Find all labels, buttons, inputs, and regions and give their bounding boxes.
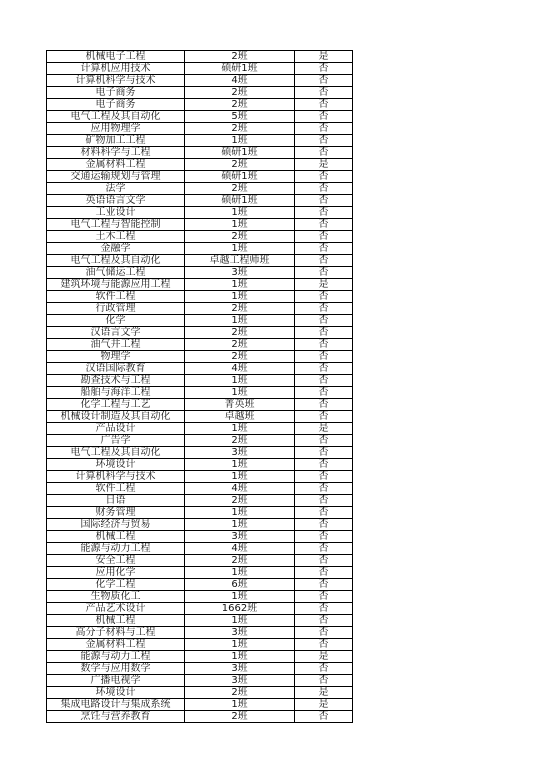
class-cell: 1班 [185, 639, 295, 651]
major-cell: 安全工程 [47, 555, 185, 567]
flag-cell: 否 [295, 183, 353, 195]
table-row [47, 171, 353, 183]
flag-cell: 否 [295, 231, 353, 243]
major-cell: 工业设计 [47, 207, 185, 219]
major-cell: 集成电路设计与集成系统 [47, 699, 185, 711]
class-cell: 1班 [185, 315, 295, 327]
flag-cell: 否 [295, 507, 353, 519]
table-row [47, 447, 353, 459]
class-cell: 3班 [185, 663, 295, 675]
flag-cell: 否 [295, 591, 353, 603]
major-cell: 能源与动力工程 [47, 543, 185, 555]
flag-cell: 是 [295, 279, 353, 291]
major-cell: 金属材料工程 [47, 159, 185, 171]
class-cell: 4班 [185, 75, 295, 87]
flag-cell: 否 [295, 255, 353, 267]
flag-cell: 否 [295, 111, 353, 123]
major-cell: 机械工程 [47, 531, 185, 543]
class-cell: 1662班 [185, 603, 295, 615]
table-body [47, 51, 353, 723]
class-cell: 2班 [185, 183, 295, 195]
major-cell: 电气工程及其自动化 [47, 255, 185, 267]
major-cell: 油气井工程 [47, 339, 185, 351]
table-row [47, 531, 353, 543]
class-cell: 1班 [185, 591, 295, 603]
class-cell: 4班 [185, 363, 295, 375]
major-cell: 机械电子工程 [47, 51, 185, 63]
major-cell: 机械设计制造及其自动化 [47, 411, 185, 423]
table-row [47, 603, 353, 615]
flag-cell: 是 [295, 423, 353, 435]
flag-cell: 否 [295, 471, 353, 483]
class-cell: 2班 [185, 327, 295, 339]
flag-cell: 否 [295, 99, 353, 111]
flag-cell: 否 [295, 351, 353, 363]
class-cell: 1班 [185, 207, 295, 219]
class-cell: 1班 [185, 471, 295, 483]
flag-cell: 否 [295, 267, 353, 279]
flag-cell: 否 [295, 459, 353, 471]
table-row [47, 495, 353, 507]
class-cell: 2班 [185, 123, 295, 135]
table-row [47, 579, 353, 591]
class-cell: 2班 [185, 231, 295, 243]
major-cell: 计算机科学与技术 [47, 75, 185, 87]
major-cell: 船舶与海洋工程 [47, 387, 185, 399]
class-cell: 1班 [185, 243, 295, 255]
table-row [47, 555, 353, 567]
table-row [47, 363, 353, 375]
major-cell: 电子商务 [47, 99, 185, 111]
flag-cell: 否 [295, 171, 353, 183]
flag-cell: 否 [295, 207, 353, 219]
table-row [47, 591, 353, 603]
major-cell: 交通运输规划与管理 [47, 171, 185, 183]
major-cell: 产品设计 [47, 423, 185, 435]
major-cell: 化学工程与工艺 [47, 399, 185, 411]
major-cell: 电气工程及其自动化 [47, 111, 185, 123]
major-cell: 金融学 [47, 243, 185, 255]
flag-cell: 否 [295, 135, 353, 147]
major-cell: 数学与应用数学 [47, 663, 185, 675]
class-cell: 1班 [185, 375, 295, 387]
class-cell: 1班 [185, 567, 295, 579]
table-row [47, 471, 353, 483]
table-row [47, 147, 353, 159]
flag-cell: 否 [295, 627, 353, 639]
class-cell: 2班 [185, 435, 295, 447]
table-row [47, 195, 353, 207]
table-row [47, 375, 353, 387]
class-cell: 2班 [185, 555, 295, 567]
class-cell: 2班 [185, 339, 295, 351]
class-cell: 6班 [185, 579, 295, 591]
major-cell: 计算机应用技术 [47, 63, 185, 75]
major-cell: 能源与动力工程 [47, 651, 185, 663]
major-cell: 汉语言文学 [47, 327, 185, 339]
major-cell: 化学工程 [47, 579, 185, 591]
table-row [47, 399, 353, 411]
table-row [47, 519, 353, 531]
flag-cell: 否 [295, 327, 353, 339]
flag-cell: 否 [295, 399, 353, 411]
table-row [47, 327, 353, 339]
table-row [47, 459, 353, 471]
table-row [47, 111, 353, 123]
major-cell: 广告学 [47, 435, 185, 447]
table-row [47, 435, 353, 447]
table-row [47, 255, 353, 267]
major-cell: 金属材料工程 [47, 639, 185, 651]
major-cell: 环境设计 [47, 459, 185, 471]
table-row [47, 663, 353, 675]
flag-cell: 否 [295, 123, 353, 135]
table-row [47, 135, 353, 147]
flag-cell: 否 [295, 447, 353, 459]
major-cell: 应用物理学 [47, 123, 185, 135]
major-cell: 广播电视学 [47, 675, 185, 687]
flag-cell: 否 [295, 387, 353, 399]
major-cell: 计算机科学与技术 [47, 471, 185, 483]
class-cell: 3班 [185, 447, 295, 459]
class-cell: 2班 [185, 99, 295, 111]
flag-cell: 否 [295, 303, 353, 315]
flag-cell: 否 [295, 579, 353, 591]
table-row [47, 291, 353, 303]
flag-cell: 否 [295, 495, 353, 507]
flag-cell: 否 [295, 375, 353, 387]
major-cell: 汉语国际教育 [47, 363, 185, 375]
major-cell: 电子商务 [47, 87, 185, 99]
table-row [47, 243, 353, 255]
major-cell: 生物质化工 [47, 591, 185, 603]
class-cell: 4班 [185, 483, 295, 495]
flag-cell: 否 [295, 243, 353, 255]
major-cell: 国际经济与贸易 [47, 519, 185, 531]
class-cell: 1班 [185, 387, 295, 399]
table-row [47, 339, 353, 351]
class-cell: 1班 [185, 615, 295, 627]
major-cell: 产品艺术设计 [47, 603, 185, 615]
class-cell: 2班 [185, 495, 295, 507]
flag-cell: 否 [295, 195, 353, 207]
table-row [47, 675, 353, 687]
flag-cell: 否 [295, 363, 353, 375]
table-row [47, 159, 353, 171]
class-cell: 2班 [185, 351, 295, 363]
class-cell: 1班 [185, 519, 295, 531]
flag-cell: 否 [295, 615, 353, 627]
table-row [47, 543, 353, 555]
flag-cell: 否 [295, 663, 353, 675]
flag-cell: 否 [295, 411, 353, 423]
major-cell: 日语 [47, 495, 185, 507]
flag-cell: 是 [295, 651, 353, 663]
class-cell: 3班 [185, 675, 295, 687]
major-cell: 物理学 [47, 351, 185, 363]
class-cell: 1班 [185, 279, 295, 291]
class-cell: 硕研1班 [185, 195, 295, 207]
class-cell: 4班 [185, 543, 295, 555]
major-cell: 烹饪与营养教育 [47, 711, 185, 723]
table-row [47, 627, 353, 639]
class-cell: 1班 [185, 219, 295, 231]
table-row [47, 231, 353, 243]
flag-cell: 否 [295, 147, 353, 159]
table-row [47, 507, 353, 519]
major-cell: 财务管理 [47, 507, 185, 519]
major-cell: 法学 [47, 183, 185, 195]
table-row [47, 711, 353, 723]
major-cell: 应用化学 [47, 567, 185, 579]
table-row [47, 219, 353, 231]
major-cell: 油气储运工程 [47, 267, 185, 279]
table-row [47, 63, 353, 75]
flag-cell: 否 [295, 711, 353, 723]
major-cell: 行政管理 [47, 303, 185, 315]
class-cell: 5班 [185, 111, 295, 123]
major-cell: 高分子材料与工程 [47, 627, 185, 639]
class-cell: 1班 [185, 291, 295, 303]
major-cell: 勘查技术与工程 [47, 375, 185, 387]
table-row [47, 183, 353, 195]
flag-cell: 否 [295, 567, 353, 579]
flag-cell: 否 [295, 435, 353, 447]
table-row [47, 639, 353, 651]
flag-cell: 否 [295, 531, 353, 543]
major-cell: 软件工程 [47, 483, 185, 495]
major-cell: 电气工程与智能控制 [47, 219, 185, 231]
table-row [47, 687, 353, 699]
flag-cell: 否 [295, 555, 353, 567]
major-cell: 土木工程 [47, 231, 185, 243]
class-cell: 1班 [185, 423, 295, 435]
table-row [47, 87, 353, 99]
class-cell: 1班 [185, 459, 295, 471]
table-row [47, 303, 353, 315]
table-row [47, 651, 353, 663]
major-cell: 环境设计 [47, 687, 185, 699]
flag-cell: 否 [295, 603, 353, 615]
class-cell: 3班 [185, 267, 295, 279]
major-cell: 化学 [47, 315, 185, 327]
class-cell: 3班 [185, 627, 295, 639]
flag-cell: 否 [295, 675, 353, 687]
table-row [47, 483, 353, 495]
flag-cell: 是 [295, 699, 353, 711]
table-row [47, 123, 353, 135]
table-row [47, 411, 353, 423]
class-cell: 2班 [185, 159, 295, 171]
flag-cell: 是 [295, 51, 353, 63]
class-cell: 2班 [185, 87, 295, 99]
class-cell: 3班 [185, 531, 295, 543]
flag-cell: 否 [295, 63, 353, 75]
major-cell: 软件工程 [47, 291, 185, 303]
table-row [47, 567, 353, 579]
class-cell: 2班 [185, 303, 295, 315]
data-table [46, 50, 353, 723]
flag-cell: 否 [295, 519, 353, 531]
flag-cell: 否 [295, 543, 353, 555]
class-cell: 卓越工程师班 [185, 255, 295, 267]
class-cell: 菁英班 [185, 399, 295, 411]
class-cell: 1班 [185, 507, 295, 519]
flag-cell: 否 [295, 639, 353, 651]
major-cell: 机械工程 [47, 615, 185, 627]
class-cell: 卓越班 [185, 411, 295, 423]
table-row [47, 351, 353, 363]
major-cell: 电气工程及其自动化 [47, 447, 185, 459]
table-row [47, 207, 353, 219]
flag-cell: 否 [295, 87, 353, 99]
class-cell: 2班 [185, 51, 295, 63]
class-cell: 2班 [185, 687, 295, 699]
table-row [47, 267, 353, 279]
major-cell: 建筑环境与能源应用工程 [47, 279, 185, 291]
flag-cell: 否 [295, 315, 353, 327]
table-row [47, 51, 353, 63]
class-cell: 1班 [185, 699, 295, 711]
flag-cell: 否 [295, 291, 353, 303]
flag-cell: 是 [295, 159, 353, 171]
flag-cell: 否 [295, 339, 353, 351]
major-cell: 英语语言文学 [47, 195, 185, 207]
class-cell: 硕研1班 [185, 63, 295, 75]
table-row [47, 699, 353, 711]
major-cell: 材料科学与工程 [47, 147, 185, 159]
table-row [47, 99, 353, 111]
class-cell: 1班 [185, 651, 295, 663]
table-row [47, 615, 353, 627]
major-cell: 矿物加工工程 [47, 135, 185, 147]
flag-cell: 否 [295, 219, 353, 231]
class-cell: 硕研1班 [185, 171, 295, 183]
table-row [47, 387, 353, 399]
table-row [47, 279, 353, 291]
class-cell: 1班 [185, 135, 295, 147]
flag-cell: 否 [295, 483, 353, 495]
table-row [47, 423, 353, 435]
class-cell: 硕研1班 [185, 147, 295, 159]
flag-cell: 否 [295, 75, 353, 87]
flag-cell: 是 [295, 687, 353, 699]
table-row [47, 75, 353, 87]
class-cell: 2班 [185, 711, 295, 723]
table-row [47, 315, 353, 327]
